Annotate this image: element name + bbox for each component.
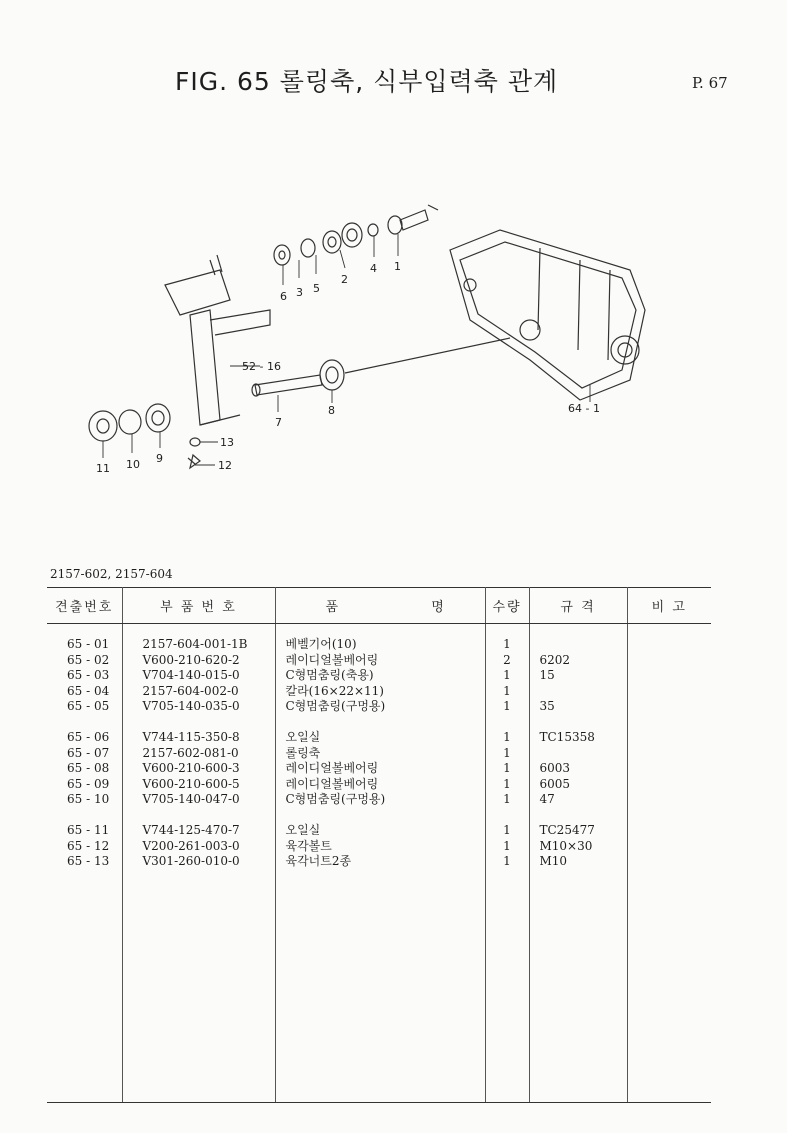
table-row: 65 - 07 2157-602-081-0 롤링축 1 [47,746,711,762]
header-no: 견출번호 [47,588,122,624]
table-row: 65 - 05 V705-140-035-0 C형멈춤링(구멍용) 1 35 [47,699,711,715]
header-remark: 비 고 [627,588,711,624]
callout-9: 9 [156,452,163,465]
table-row: 65 - 09 V600-210-600-5 레이디얼볼베어링 1 6005 [47,777,711,793]
table-row: 65 - 02 V600-210-620-2 레이디얼볼베어링 2 6202 [47,653,711,669]
callout-11: 11 [96,462,110,475]
page-title: FIG. 65 롤링축, 식부입력축 관계 [175,67,559,96]
callout-5: 5 [313,282,320,295]
table-spacer-row [47,808,711,824]
model-codes: 2157-602, 2157-604 [50,567,173,581]
table-row: 65 - 13 V301-260-010-0 육각너트2종 1 M10 [47,854,711,870]
callout-2: 2 [341,273,348,286]
table-row: 65 - 10 V705-140-047-0 C형멈춤링(구멍용) 1 47 [47,792,711,808]
table-row: 65 - 11 V744-125-470-7 오일실 1 TC25477 [47,823,711,839]
table-row: 65 - 01 2157-604-001-1B 베벨기어(10) 1 [47,624,711,653]
header-spec: 규 격 [529,588,627,624]
table-header-row [47,588,711,624]
table-row: 65 - 04 2157-604-002-0 칼라(16×22×11) 1 [47,684,711,700]
header-part-no: 부 품 번 호 [122,588,275,624]
exploded-parts-diagram [70,190,670,490]
callout-1: 1 [394,260,401,273]
table-row: 65 - 06 V744-115-350-8 오일실 1 TC15358 [47,730,711,746]
callout-10: 10 [126,458,140,471]
callout-4: 4 [370,262,377,275]
header-qty: 수량 [485,588,529,624]
table-spacer-row [47,715,711,731]
callout-12: 12 [218,459,232,472]
table-filler-row [47,870,711,1103]
callout-64-1: 64 - 1 [568,402,600,415]
callout-8: 8 [328,404,335,417]
callout-52-16: 52 - 16 [242,360,281,373]
callout-13: 13 [220,436,234,449]
callout-3: 3 [296,286,303,299]
callout-7: 7 [275,416,282,429]
parts-table [47,587,711,1103]
callout-6: 6 [280,290,287,303]
page-number: P. 67 [692,74,728,92]
header-name: 품 명 [275,588,485,624]
table-row: 65 - 03 V704-140-015-0 C형멈춤링(축용) 1 15 [47,668,711,684]
table-row: 65 - 08 V600-210-600-3 레이디얼볼베어링 1 6003 [47,761,711,777]
table-row: 65 - 12 V200-261-003-0 육각볼트 1 M10×30 [47,839,711,855]
